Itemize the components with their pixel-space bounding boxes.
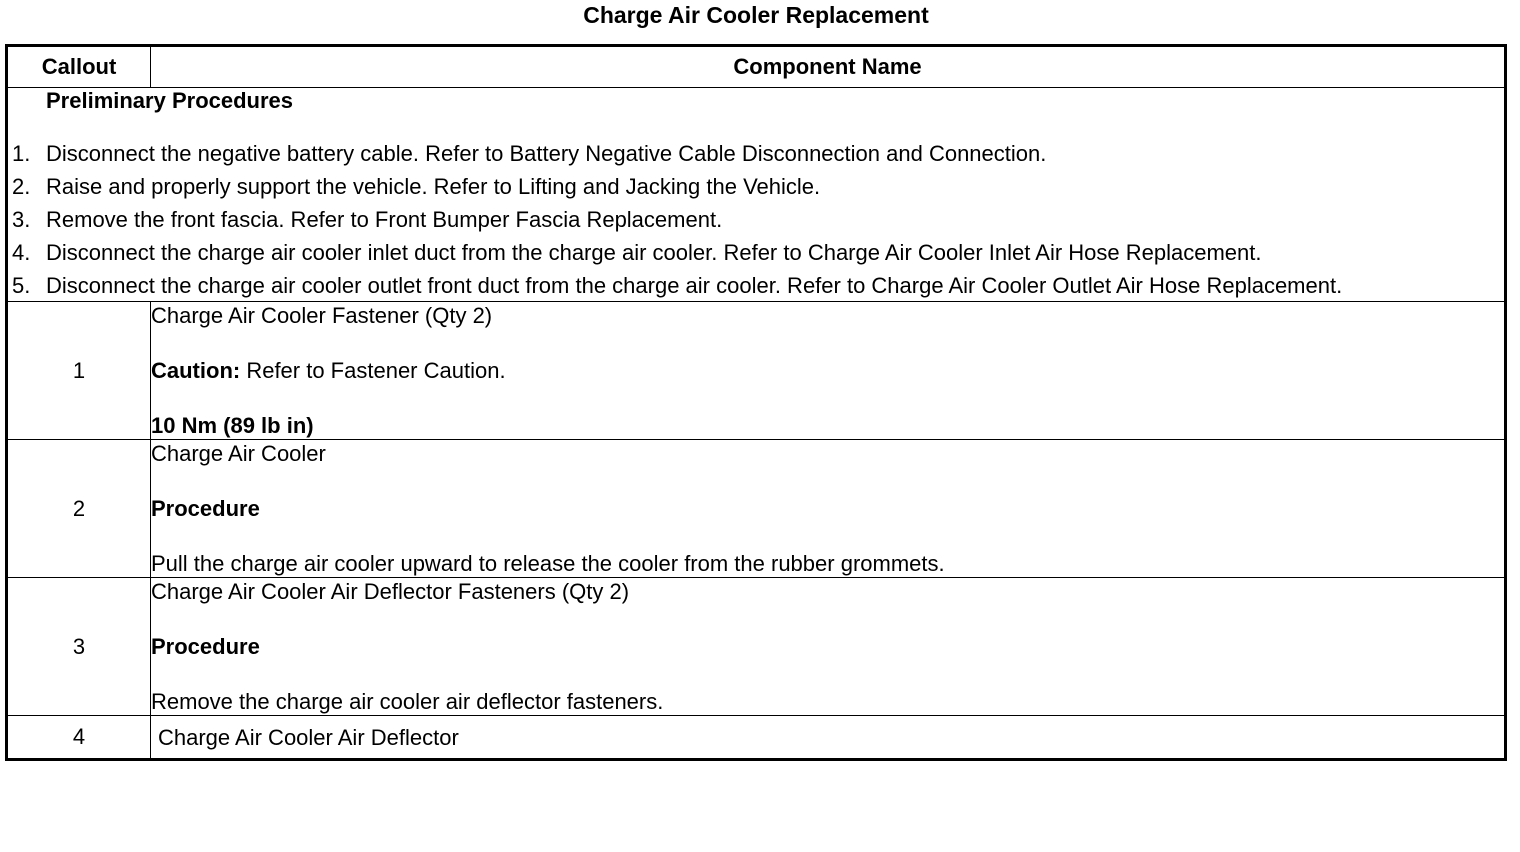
caution-note — [151, 357, 1504, 384]
preliminary-steps-list — [8, 139, 1504, 301]
component-name: Charge Air Cooler — [151, 441, 326, 466]
procedure-table — [5, 44, 1507, 761]
table-row — [7, 440, 1506, 578]
component-cell — [151, 302, 1506, 440]
procedure-text: Pull the charge air cooler upward to release the cooler from the rubber grommets. — [151, 551, 945, 576]
component-name: Charge Air Cooler Air Deflector — [158, 724, 459, 750]
table-row — [7, 302, 1506, 440]
step-text: Disconnect the negative battery cable. Refer to Battery Negative Cable Disconnection and Connection. — [46, 141, 1047, 166]
component-cell — [151, 716, 1506, 760]
table-row — [7, 578, 1506, 716]
table-row — [7, 716, 1506, 760]
preliminary-step — [8, 238, 1504, 268]
step-number: 2. — [12, 174, 31, 199]
component-name-column-header: Component Name — [151, 46, 1506, 88]
step-number: 4. — [12, 240, 31, 265]
procedure-label: Procedure — [151, 496, 260, 521]
procedure-text: Remove the charge air cooler air deflector fasteners. — [151, 689, 664, 714]
document-title: Charge Air Cooler Replacement — [583, 2, 929, 28]
preliminary-step — [8, 205, 1504, 235]
callout-column-header: Callout — [7, 46, 151, 88]
step-number: 5. — [12, 273, 31, 298]
callout-number: 2 — [7, 440, 151, 578]
component-name: Charge Air Cooler Air Deflector Fasteners (Qty 2) — [151, 579, 630, 604]
step-text: Remove the front fascia. Refer to Front Bumper Fascia Replacement. — [46, 207, 723, 232]
preliminary-procedures-cell — [7, 88, 1506, 302]
preliminary-step — [8, 271, 1504, 301]
callout-number: 3 — [7, 578, 151, 716]
callout-number: 4 — [7, 716, 151, 760]
preliminary-procedures-heading: Preliminary Procedures — [46, 88, 294, 113]
component-cell — [151, 440, 1506, 578]
step-text: Disconnect the charge air cooler inlet duct from the charge air cooler. Refer to Charge Air Cooler Inlet Air Hose Replacement. — [46, 240, 1262, 265]
torque-spec: 10 Nm (89 lb in) — [151, 413, 314, 438]
procedure-label: Procedure — [151, 634, 260, 659]
preliminary-step — [8, 139, 1504, 169]
step-number: 1. — [12, 141, 31, 166]
component-name: Charge Air Cooler Fastener (Qty 2) — [151, 303, 493, 328]
callout-number: 1 — [7, 302, 151, 440]
table-header-row — [7, 46, 1506, 88]
step-number: 3. — [12, 207, 31, 232]
preliminary-procedures-row — [7, 88, 1506, 302]
caution-text: Refer to Fastener Caution. — [240, 358, 506, 383]
step-text: Raise and properly support the vehicle. Refer to Lifting and Jacking the Vehicle. — [46, 174, 821, 199]
caution-label: Caution: — [151, 358, 241, 383]
component-cell — [151, 578, 1506, 716]
preliminary-step — [8, 172, 1504, 202]
step-text: Disconnect the charge air cooler outlet front duct from the charge air cooler. Refer to Charge Air Cooler Outlet Air Hose Replacement. — [46, 273, 1343, 298]
